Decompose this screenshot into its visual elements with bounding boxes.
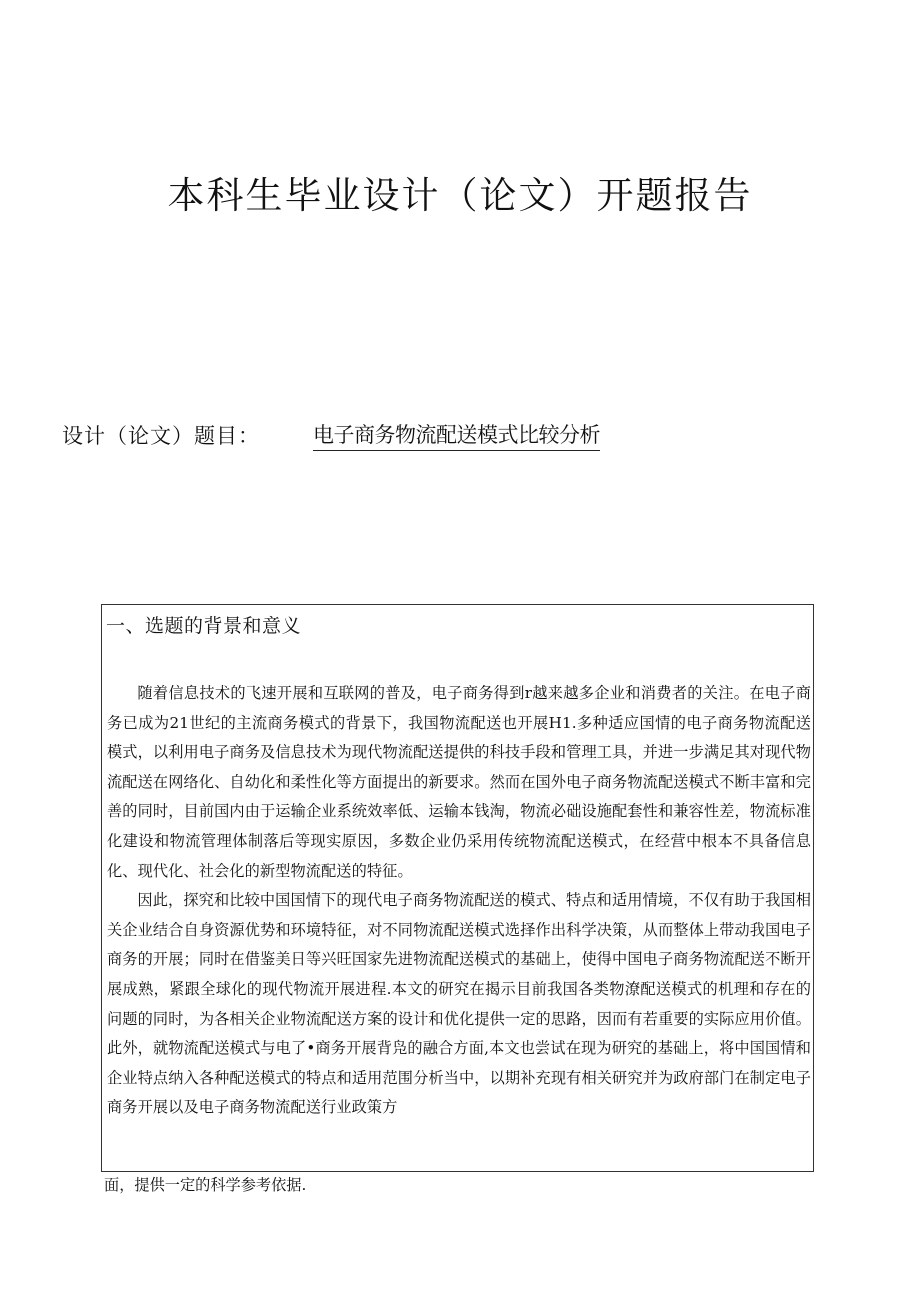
document-title: 本科生毕业设计（论文）开题报告 [167,174,753,217]
section-body [107,679,811,1123]
section-heading: 一、选题的背景和意义 [106,615,302,637]
background-significance-section [101,604,814,1172]
overflow-text-line: 面，提供一定的科学参考依据. [104,1176,307,1194]
paragraph-2: 因此，探究和比较中国国情下的现代电子商务物流配送的模式、特点和适用情境，不仅有助于我国相关企业结合自身资源优势和环境特征，对不同物流配送模式选择作出科学决策，从而整体上带动我国电子商务的开展；同时在借鉴美日等兴旺国家先进物流配送模式的基础上，使得中国电子商务物流配送不断开展成熟，紧跟全球化的现代物流开展进程.本文的研究在揭示目前我国各类物潦配送模式的机理和存在的问题的同时，为各相关企业物流配送方案的设计和优化提供一定的思路，因而有若重要的实际应用价值。此外，就物流配送模式与电了•商务开展背凫的融合方面,本文也尝试在现为研究的基础上，将中国国情和企业特点纳入各种配送模式的特点和适用范围分析当中，以期补充现有相关研究并为政府部门在制定电子商务开展以及电子商务物流配送行业政策方 [107,891,811,1117]
topic-label: 设计（论文）题目： [62,424,260,448]
paragraph-1: 随着信息技术的飞速开展和互联网的普及，电子商务得到r越来越多企业和消费者的关注。在电子商务已成为21世纪的主流商务模式的背景下，我国物流配送也开展H1.多种适应国情的电子商务物流配送模式，以利用电子商务及信息技术为现代物流配送提供的科技手段和管理工具，并进一步满足其对现代物流配送在网络化、自幼化和柔性化等方面提出的新要求。然而在国外电子商务物流配送模式不断丰富和完善的同时，目前国内由于运输企业系统效率低、运输本钱淘，物流必础设施配套性和兼容性差，物流标准化建设和物流管理体制落后等现实原因，多数企业仍采用传统物流配送模式，在经营中根本不具备信息化、现代化、社会化的新型物流配送的特征。 [107,684,811,880]
topic-value: 电子商务物流配送模式比较分析 [313,420,600,451]
topic-row [62,420,882,456]
